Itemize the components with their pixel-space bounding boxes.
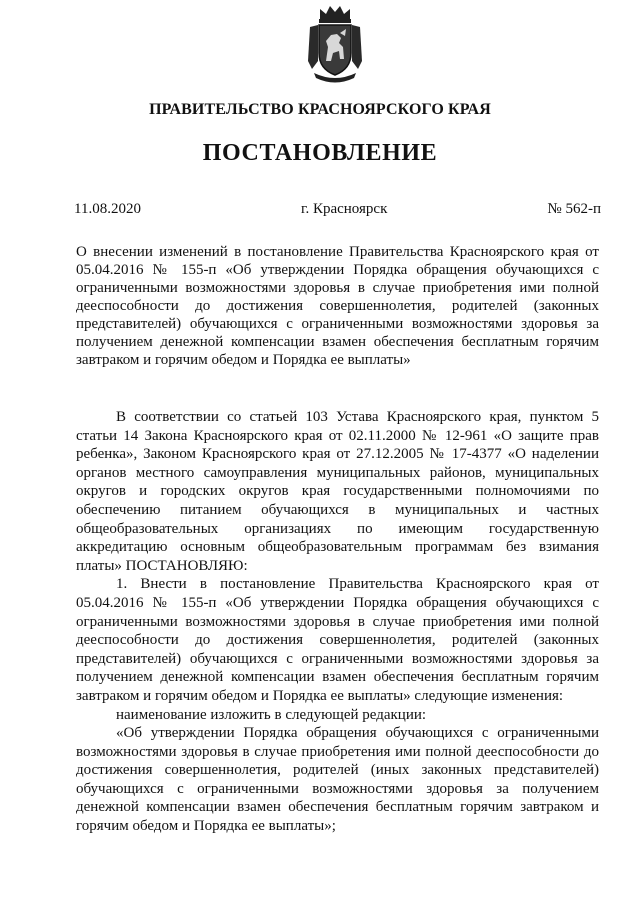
document-city: г. Красноярск	[300, 201, 388, 217]
document-number: № 562-п	[547, 201, 601, 217]
government-name: ПРАВИТЕЛЬСТВО КРАСНОЯРСКОГО КРАЯ	[149, 101, 491, 118]
document-subject: О внесении изменений в постановление Правительства Красноярского края от 05.04.2016 № 155-п «Об утверждении Порядка обращения обучающихся с ограниченными возможностями здоровья в случае приобретения ими полной дееспособности до достижения совершеннолетия, родителей (законных представителей) обучающихся с ограниченными возможностями здоровья за получением денежной компенсации взамен обеспечения бесплатным горячим завтраком и горячим обедом и Порядка ее выплаты»	[76, 244, 599, 368]
krasnoyarsk-coat-of-arms-icon	[306, 3, 364, 83]
preamble-paragraph: В соответствии со статьей 103 Устава Красноярского края, пунктом 5 статьи 14 Закона Красноярского края от 02.11.2000 № 12-961 «О защите прав ребенка», Законом Красноярского края от 27.12.2005 № 17-4377 «О наделении органов местного самоуправления муниципальных районов, муниципальных округов и городских округов края государственными полномочиями по обеспечению питанием обучающихся в муниципальных и частных общеобразовательных организациях по имеющим государственную аккредитацию основным общеобразовательным программам без взимания платы» ПОСТАНОВЛЯЮ:	[76, 409, 599, 574]
document-date: 11.08.2020	[74, 201, 141, 217]
amendment-instruction-paragraph: наименование изложить в следующей редакции:	[116, 706, 427, 723]
amended-title-paragraph: «Об утверждении Порядка обращения обучающихся с ограниченными возможностями здоровья в случае приобретения ими полной дееспособности до достижения совершеннолетия, родителей (иных законных представителей) обучающихся с ограниченными возможностями здоровья за получением денежной компенсации взамен обеспечения бесплатным горячим завтраком и горячим обедом и Порядка ее выплаты»;	[76, 725, 599, 835]
clause-1-paragraph: 1. Внести в постановление Правительства Красноярского края от 05.04.2016 № 155-п «Об утверждении Порядка обращения обучающихся с ограниченными возможностями здоровья в случае приобретения ими полной дееспособности до достижения совершеннолетия, родителей (законных представителей) обучающихся с ограниченными возможностями здоровья за получением денежной компенсации взамен обеспечения бесплатным горячим завтраком и горячим обедом и Порядка ее выплаты» следующие изменения:	[76, 576, 599, 704]
document-meta-row	[74, 201, 601, 218]
document-type-title: ПОСТАНОВЛЕНИЕ	[202, 140, 438, 166]
document-body	[76, 408, 599, 836]
